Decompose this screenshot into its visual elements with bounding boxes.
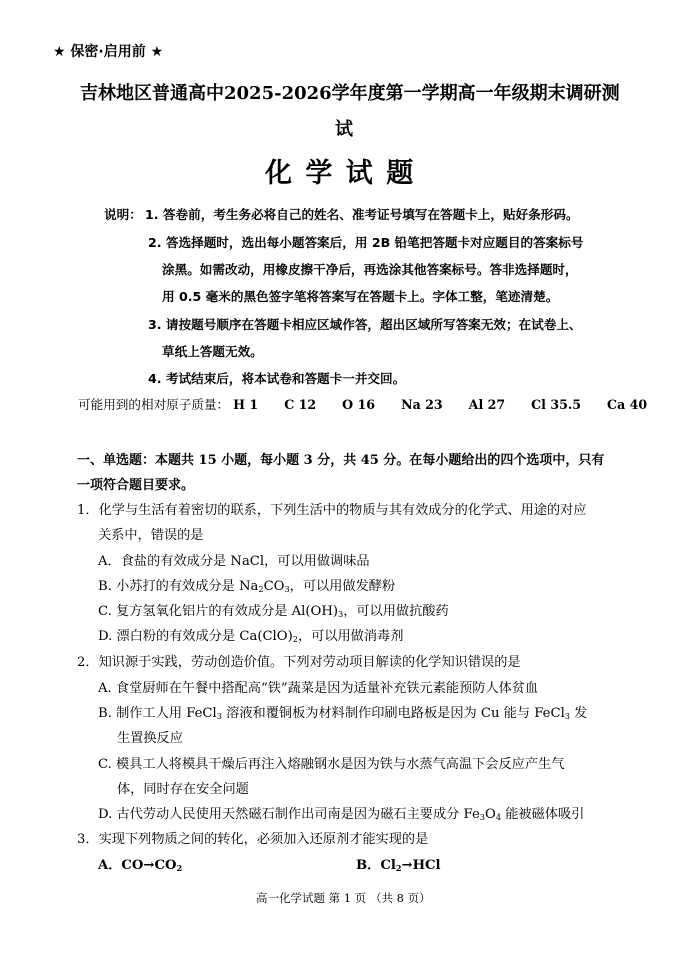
q1-option-d: D. 漂白粉的有效成分是 $Ca(ClO)_2$，可以用做消毒剂 (98, 629, 404, 644)
atomic-masses-label: 可能用到的相对原子质量： (78, 397, 230, 412)
q1-option-a: A．食盐的有效成分是 NaCl，可以用做调味品 (98, 554, 370, 569)
instruction-2-cont1: 涂黑。如需改动，用橡皮擦干净后，再选涂其他答案标号。答非选择题时， (162, 262, 578, 277)
q2-option-b-cont: 生置换反应 (117, 731, 183, 746)
instruction-1: 1. 答卷前，考生务必将自己的姓名、准考证号填写在答题卡上，贴好条形码。 (145, 207, 579, 222)
q3-option-a: A．$CO\to CO_2$ (98, 858, 183, 873)
instruction-4: 4. 考试结束后，将本试卷和答题卡一并交回。 (148, 371, 406, 386)
q1-stem-line1: 1．化学与生活有着密切的联系，下列生活中的物质与其有效成分的化学式、用途的对应 (77, 503, 587, 518)
q3-option-b: B．$Cl_2\to HCl$ (356, 858, 441, 873)
q1-option-b: B. 小苏打的有效成分是 $Na_2CO_3$，可以用做发酵粉 (98, 579, 396, 594)
atomic-mass-item: H 1 (233, 397, 259, 412)
q2-option-b: B. 制作工人用 FeCl$_3$ 溶液和覆铜板为材料制作印刷电路板是因为 Cu 能与 FeCl$_3$ 发 (98, 706, 588, 721)
subject-title: 化 学 试 题 (265, 158, 416, 189)
atomic-mass-item: Al 27 (468, 397, 506, 412)
instruction-2: 2. 答选择题时，选出每小题答案后，用 2B 铅笔把答题卡对应题目的答案标号 (148, 235, 584, 250)
atomic-mass-item: O 16 (342, 397, 376, 412)
section1-header-line2: 一项符合题目要求。 (77, 478, 195, 493)
atomic-masses-row (78, 396, 669, 414)
q2-option-c: C. 模具工人将模具干燥后再注入熔融钢水是因为铁与水蒸气高温下会反应产生气 (98, 757, 565, 772)
instruction-3-cont: 草纸上答题无效。 (162, 344, 263, 359)
instruction-2-cont2: 用 0.5 毫米的黑色签字笔将答案写在答题卡上。字体工整，笔迹清楚。 (162, 289, 559, 304)
q1-stem-line2: 关系中，错误的是 (98, 528, 204, 543)
page-footer: 高一化学试题 第 1 页 （共 8 页） (256, 891, 431, 905)
section1-header-line1: 一、单选题：本题共 15 小题，每小题 3 分，共 45 分。在每小题给出的四个选项中，只有 (77, 453, 605, 468)
q2-option-a: A. 食堂厨师在午餐中搭配高“铁”蔬菜是因为适量补充铁元素能预防人体贫血 (98, 681, 539, 696)
q2-stem: 2．知识源于实践，劳动创造价值。下列对劳动项目解读的化学知识错误的是 (77, 655, 521, 670)
q3-stem: 3．实现下列物质之间的转化，必须加入还原剂才能实现的是 (77, 832, 429, 847)
instruction-3: 3. 请按题号顺序在答题卡相应区域作答，超出区域所写答案无效；在试卷上、 (148, 317, 582, 332)
instructions-label: 说明： (104, 207, 142, 222)
atomic-mass-item: Cl 35.5 (531, 397, 582, 412)
atomic-mass-item: Ca 40 (607, 397, 648, 412)
q2-option-c-cont: 体，同时存在安全问题 (117, 782, 249, 797)
confidential-mark: ★ 保密·启用前 ★ (53, 44, 164, 60)
exam-title-line1: 吉林地区普通高中2025-2026学年度第一学期高一年级期末调研测 (80, 83, 620, 104)
q1-option-c: C. 复方氢氧化铝片的有效成分是 $Al(OH)_3$，可以用做抗酸药 (98, 604, 449, 619)
exam-title-line2: 试 (335, 119, 353, 140)
atomic-mass-item: C 12 (284, 397, 317, 412)
q2-option-d: D. 古代劳动人民使用天然磁石制作出司南是因为磁石主要成分 $Fe_3O_4$ 能被磁体吸引 (98, 807, 585, 822)
atomic-mass-item: Na 23 (401, 397, 443, 412)
